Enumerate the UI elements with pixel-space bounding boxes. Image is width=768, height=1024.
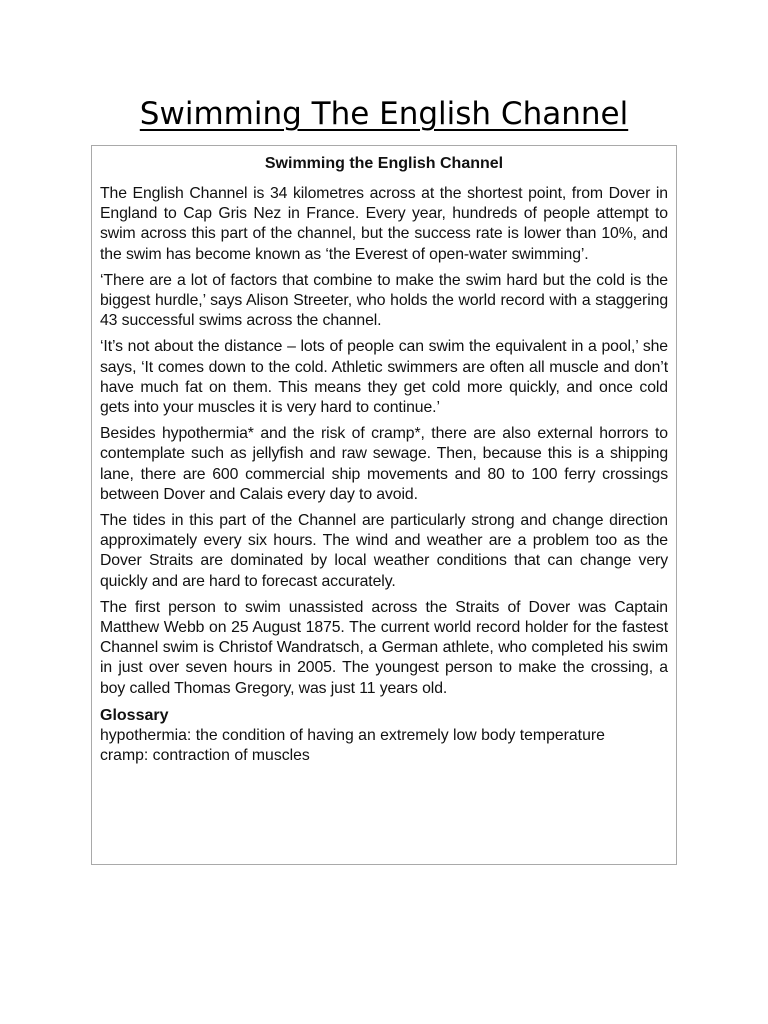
glossary-heading: Glossary — [100, 706, 169, 724]
article-paragraph-3: ‘It’s not about the distance – lots of people can swim the equivalent in a pool,’ she says, ‘It comes down to the cold. Athletic swimmers are often all muscle and don’t have much fat on them. This means they get cold more quickly, and once cold gets into your muscles it is very hard to continue.’ — [100, 338, 668, 417]
article-paragraph-6: The first person to swim unassisted across the Straits of Dover was Captain Matthew Webb on 25 August 1875. The current world record holder for the fastest Channel swim is Christof Wandratsch, a German athlete, who completed his swim in just over seven hours in 2005. The youngest person to make the crossing, a boy called Thomas Gregory, was just 11 years old. — [100, 598, 668, 697]
article-title: Swimming the English Channel — [264, 155, 504, 172]
glossary-entry-cramp: cramp: contraction of muscles — [100, 746, 310, 764]
article-box — [91, 145, 677, 865]
article-paragraph-2: ‘There are a lot of factors that combine to make the swim hard but the cold is the biggest hurdle,’ says Alison Streeter, who holds the world record with a staggering 43 successful swims across the channel. — [100, 271, 668, 330]
article-paragraph-5: The tides in this part of the Channel are particularly strong and change direction approximately every six hours. The wind and weather are a problem too as the Dover Straits are dominated by local weather conditions that can change very quickly and are hard to forecast accurately. — [100, 512, 668, 590]
glossary-entry-hypothermia: hypothermia: the condition of having an extremely low body temperature — [100, 726, 605, 744]
article-paragraph-4: Besides hypothermia* and the risk of cramp*, there are also external horrors to contemplate such as jellyfish and raw sewage. Then, because this is a shipping lane, there are 600 commercial ship movements and 80 to 100 ferry crossings between Dover and Calais every day to avoid. — [100, 425, 668, 503]
article-paragraph-1: The English Channel is 34 kilometres across at the shortest point, from Dover in England to Cap Gris Nez in France. Every year, hundreds of people attempt to swim across this part of the channel, but the success rate is lower than 10%, and the swim has become known as ‘the Everest of open-water swimming’. — [100, 185, 668, 263]
page-heading: Swimming The English Channel — [139, 96, 629, 132]
